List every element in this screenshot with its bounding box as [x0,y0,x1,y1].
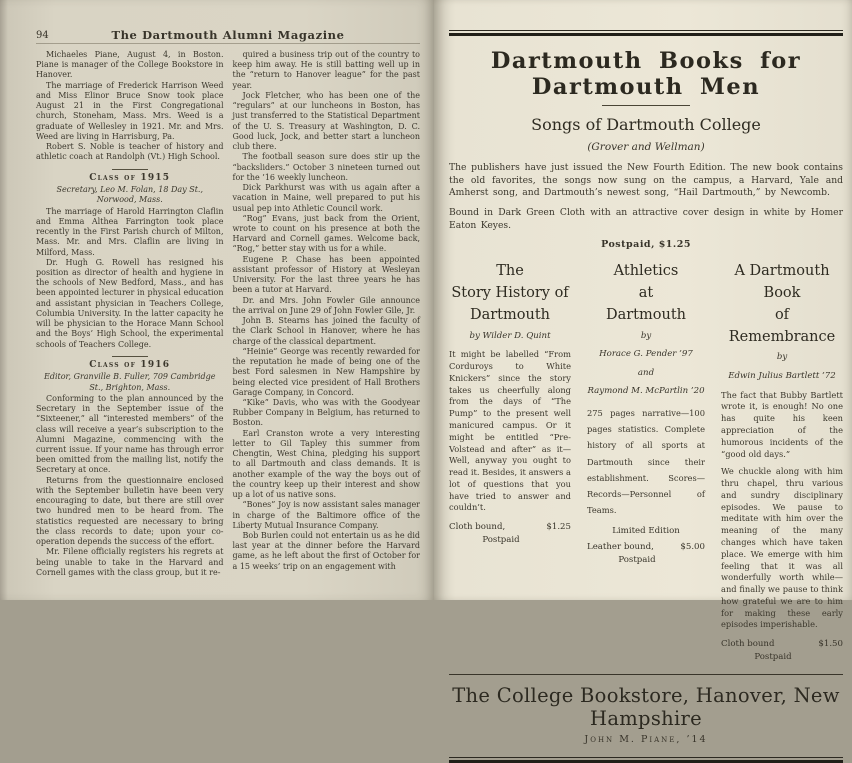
byline-line: Raymond M. McPartlin ’20 [587,386,705,397]
paragraph: quired a business trip out of the country to keep him away. He is still batting well up in the “return to Hanover league” for the past year. [232,50,420,90]
title-line: Dartmouth [605,306,686,323]
paragraph: Jock Fletcher, who has been one of the “regulars” at our luncheons in Boston, has just transferred to the Statistical Department of the U. S. Treasury at Washington, D. C. Good luck, Jock, and better start a luncheon club there. [232,90,420,152]
bottom-double-rule [449,757,843,763]
byline-line: Edwin Julius Bartlett ’72 [728,371,836,382]
book-description [449,349,571,514]
paragraph: Returns from the questionnaire enclosed with the September bulletin have been very encouraging to date, but there are still over two hundred men to be heard from. The statistics requested are necessary to bring the class records to date; upon your co-operation depends the success of the effort. [36,475,224,547]
byline-line: by [776,352,788,363]
paragraph: John B. Stearns has joined the faculty of the Clark School in Hanover, where he has charge of the classical department. [232,316,420,346]
right-advertisement-page [434,0,852,746]
paragraph: The marriage of Harold Harrington Claflin and Emma Althea Farrington took place recently in the First Parish church of Milton, Mass. Mr. and Mrs. Claflin are living in Milford, Mass. [36,206,224,257]
paragraph: Dick Parkhurst was with us again after a vacation in Maine, well prepared to put his usual pep into Athletic Council work. [232,183,420,213]
left-page-content [36,28,420,578]
paragraph: “Kike” Davis, who was with the Goodyear Rubber Company in Belgium, has returned to Boston. [232,397,420,428]
price-value: $5.00 [680,542,705,553]
songs-description: The publishers have just issued the New Fourth Edition. The new book contains the old favorites, the songs now sung on the campus, a Harvard, Yale and Amherst song, and Dartmouth’s newest song, “Hail Dartmouth,” by Newcomb. [449,162,843,199]
postpaid-note: Postpaid [618,555,656,566]
paragraph: The marriage of Frederick Harrison Weed and Miss Elinor Bruce Snow took place August 21 in the First Congregational church, Stoneham, Mass. Mrs. Weed is a graduate of Wellesley in 1921. Mr. and Mrs. Weed are living in Harrisburg, Pa. [36,80,224,141]
book-title [587,261,705,326]
songs-price: Postpaid, $1.25 [601,239,691,251]
title-line: at [638,285,654,302]
section-divider [112,356,148,357]
paragraph: The football season sure does stir up the “backsliders.” October 3 nineteen turned out for the ’16 weekly luncheon. [232,152,420,182]
section-divider [112,169,148,170]
paragraph: “Rog” Evans, just back from the Orient, wrote to count on his presence at both the Harvard and Cornell games. Welcome back, “Rog,” better stay with us for a while. [232,213,420,254]
book-athletics [587,261,705,565]
title-line: Story History of [451,285,569,302]
byline-line: by Wilder D. Quint [469,330,551,341]
bookstore-proprietor: John M. Piane, ’14 [584,734,708,746]
running-header [36,28,420,44]
postpaid-note: Postpaid [482,535,520,546]
book-title [721,261,843,348]
paragraph: Earl Cranston wrote a very interesting letter to Gil Tapley this summer from Chengtin, West China, pledging his support to all Dartmouth and class demands. It is another example of the way the boys out of the country keep up their interest and show up a lot of us native sons. [232,428,420,500]
paragraph: Conforming to the plan announced by the Secretary in the September issue of the “Sixteener,” all “interested members” of the class will receive a year’s subscription to the Alumni Magazine, commencing with the current issue. If your name has through error been omitted from the mailing list, notify the Secretary at once. [36,393,224,475]
paragraph: Mr. Filene officially registers his regrets at being unable to take in the Harvard and Cornell games with the class group, but it re- [36,547,224,577]
top-double-rule [449,30,843,36]
paragraph: Dr. Hugh G. Rowell has resigned his position as director of health and hygiene in the schools of New Bedford, Mass., and has been appointed lecturer in physical education and assistant physician in Teachers College, Columbia University. In the latter capacity he will be physician to the Horace Mann School and the Boys’ High School, the experimental schools of Teachers College. [36,257,224,349]
songs-binding-note: Bound in Dark Green Cloth with an attractive cover design in white by Homer Eaton Keyes. [449,207,843,231]
paragraph: Robert S. Noble is teacher of history and athletic coach at Randolph (Vt.) High School. [36,142,224,162]
binding-label: Cloth bound [721,639,775,650]
title-line: A Dartmouth Book [734,263,830,302]
text-columns [36,50,420,578]
book-description [587,405,705,518]
left-column [36,50,224,578]
magazine-masthead: The Dartmouth Alumni Magazine [111,28,345,42]
price-row [587,542,705,552]
book-byline [587,331,705,398]
section-heading-class-of-1916: Class of 1916 [89,359,171,370]
songs-book-authors: (Grover and Wellman) [587,141,705,153]
title-line: Athletics [613,263,679,280]
price-value: $1.50 [818,639,843,650]
book-listings [449,261,843,662]
postpaid-note: Postpaid [754,652,792,663]
description-paragraph: It might be labelled “From Corduroys to White Knickers” since the story takes us cheerfully along from the days of “The Pump” to the present well manicured campus. Or it might be entitled “Pre-Volstead and after” as it—Well, anyway you ought to read it. Besides, it answers a lot of questions that you have tried to answer and couldn’t. [449,349,571,513]
paragraph: “Bones” Joy is now assistant sales manager in charge of the Baltimore office of the Liberty Mutual Insurance Company. [232,500,420,530]
class-1915-secretary-line: Secretary, Leo M. Folan, 18 Day St., Norwood, Mass. [56,185,204,205]
advertisement-content [449,30,843,763]
title-line: of Remembrance [728,306,836,345]
book-remembrance [721,261,843,662]
paragraph: “Heinie” George was recently rewarded for the reputation he made of being one of the best Ford salesmen in New Hampshire by being elected vice president of Hall Brothers Garage Company, in Concord. [232,346,420,397]
paragraph: Bob Burlen could not entertain us as he did last year at the dinner before the Harvard game, as he left about the first of October for a 15 weeks’ trip on an engagement with [232,531,420,571]
right-column [233,50,421,578]
binding-label: Cloth bound, [449,522,506,533]
description-paragraph: We chuckle along with him thru chapel, thru various and sundry disciplinary episodes. We pause to meditate with him over the meaning of the many changes which have taken place. We emerge with him feeling that it was all wonderfully worth while—and finally we pause to think how grateful we are to him for making these early episodes imperishable. [721,466,843,630]
book-title [449,261,571,326]
headline-underline [602,105,690,106]
binding-label: Leather bound, [587,542,654,553]
byline-line: Horace G. Pender ’97 [599,349,693,360]
ad-headline: Dartmouth Books for Dartmouth Men [490,48,802,100]
class-1916-editor-line: Editor, Granville B. Fuller, 709 Cambridge St., Brighton, Mass. [43,372,216,392]
paragraph: Dr. and Mrs. John Fowler Gile announce the arrival on June 29 of John Fowler Gile, Jr. [232,295,420,315]
price-value: $1.25 [546,522,571,533]
bookstore-name: The College Bookstore, Hanover, New Hampshire [452,684,840,731]
title-line: Dartmouth [469,306,550,323]
price-row [449,522,571,532]
paragraph: Eugene P. Chase has been appointed assistant professor of History at Wesleyan University. For the last three years he has been a tutor at Harvard. [232,254,420,295]
edition-note: Limited Edition [612,526,680,537]
byline-line: by [640,330,652,341]
book-story-history [449,261,571,545]
paragraph: Michaeles Piane, August 4, in Boston. Piane is manager of the College Bookstore in Hanover. [36,50,224,80]
songs-book-title: Songs of Dartmouth College [531,115,761,134]
book-byline [721,352,843,382]
book-byline [449,331,571,343]
price-row [721,639,843,649]
page-number: 94 [36,30,49,41]
section-heading-class-of-1915: Class of 1915 [89,172,171,183]
book-description [721,390,843,632]
left-magazine-page [0,0,434,600]
title-line: The [496,263,524,280]
byline-line: and [637,367,655,378]
description-paragraph: The fact that Bubby Bartlett wrote it, is enough! No one has quite his keen appreciation of the humorous incidents of the “good old days.” [721,389,843,459]
description-paragraph: 275 pages narrative—100 pages statistics. Complete history of all sports at Dartmouth since their establishment. Scores—Records—Personnel of Teams. [587,408,705,516]
bookstore-divider-rule [449,674,843,675]
